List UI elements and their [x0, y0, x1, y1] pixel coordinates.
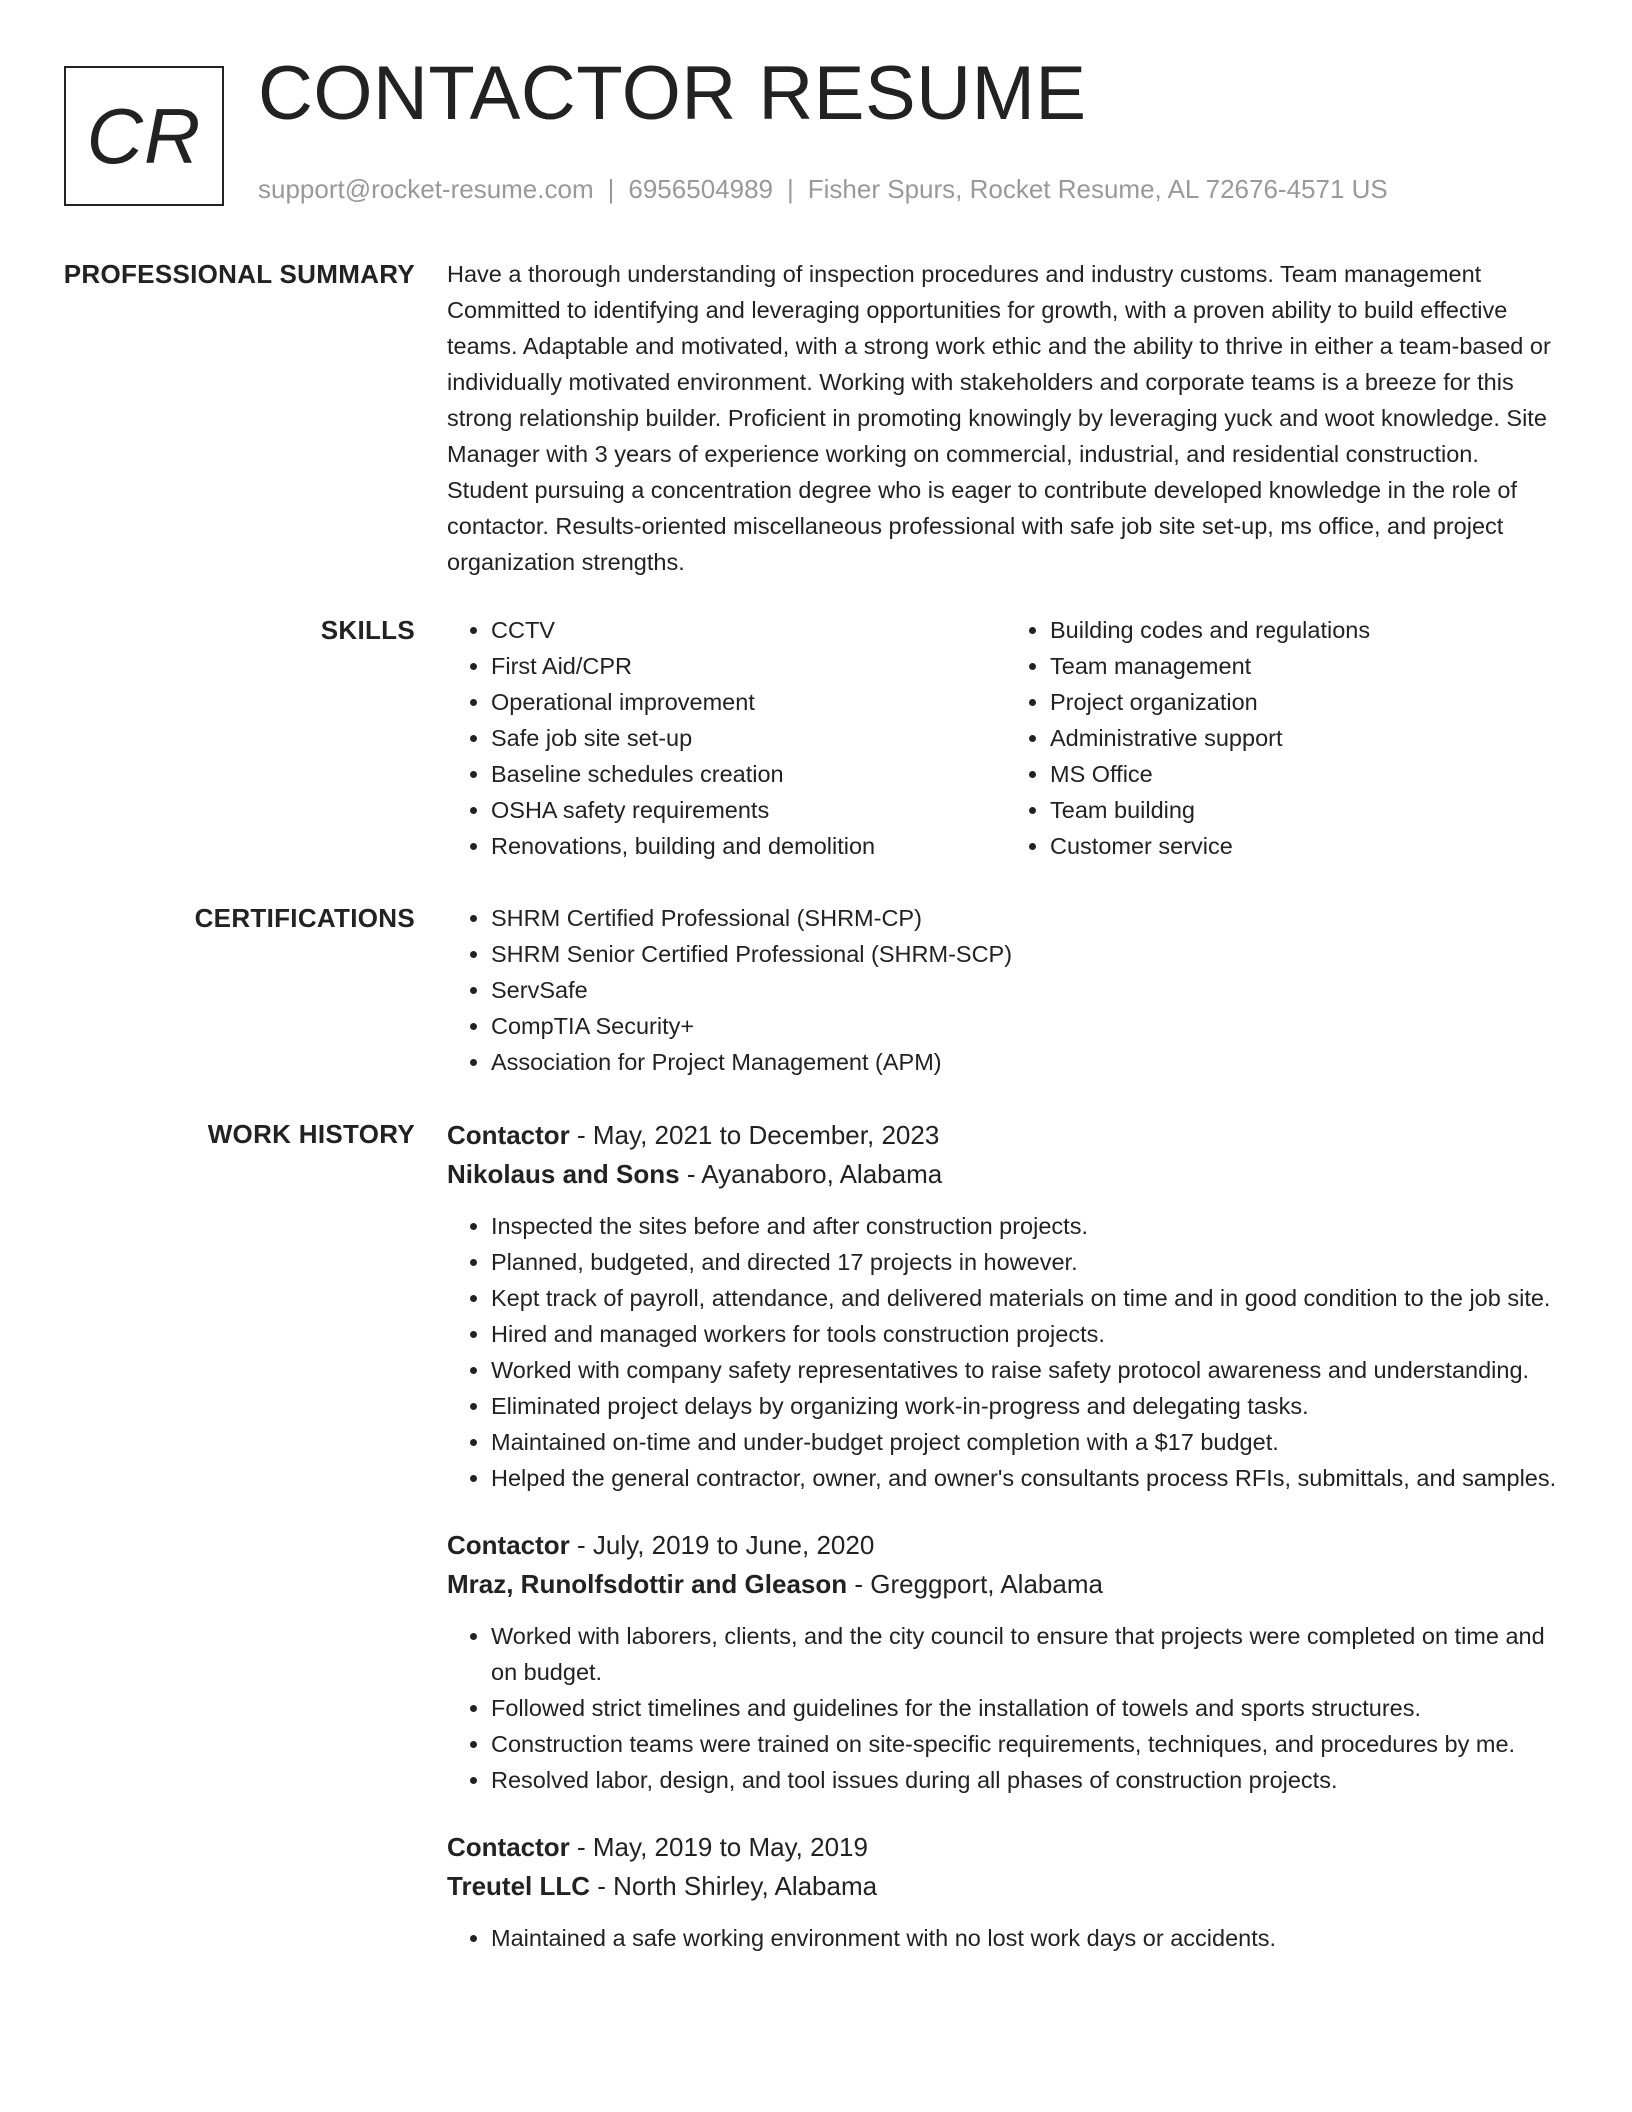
job-bullet: • Construction teams were trained on site-specific requirements, techniques, and procedures by me. — [491, 1726, 1565, 1762]
summary-body — [447, 256, 1565, 580]
skill-item: • Customer service — [1050, 828, 1565, 864]
job-bullet: • Maintained a safe working environment with no lost work days or accidents. — [491, 1920, 1565, 1956]
certifications-heading: CERTIFICATIONS — [194, 903, 415, 933]
skills-list-right — [1006, 612, 1565, 864]
job-dates: - May, 2019 to May, 2019 — [569, 1832, 868, 1862]
job-bullet: • Resolved labor, design, and tool issues during all phases of construction projects. — [491, 1762, 1565, 1798]
job-role-line — [447, 1828, 1565, 1867]
job-role: Contactor — [447, 1530, 570, 1560]
skill-item: • Renovations, building and demolition — [491, 828, 1006, 864]
certifications-body — [447, 900, 1565, 1080]
job-entry — [447, 1828, 1565, 1956]
contact-email[interactable]: support@rocket-resume.com — [258, 174, 594, 204]
job-role-line — [447, 1526, 1565, 1565]
work-history-body — [447, 1116, 1565, 1956]
skill-item: • Operational improvement — [491, 684, 1006, 720]
job-bullets — [447, 1208, 1565, 1496]
certification-item: • Association for Project Management (APM) — [491, 1044, 1565, 1080]
skill-item: • CCTV — [491, 612, 1006, 648]
job-location: - Ayanaboro, Alabama — [679, 1159, 943, 1189]
skill-item: • Safe job site set-up — [491, 720, 1006, 756]
contact-phone[interactable]: 6956504989 — [628, 174, 773, 204]
job-company: Nikolaus and Sons — [447, 1159, 680, 1189]
job-bullet: • Worked with laborers, clients, and the city council to ensure that projects were completed on time and on budget. — [491, 1618, 1565, 1690]
certification-item: • SHRM Senior Certified Professional (SHRM-SCP) — [491, 936, 1565, 972]
job-role: Contactor — [447, 1832, 570, 1862]
job-dates: - July, 2019 to June, 2020 — [569, 1530, 875, 1560]
job-bullet: • Helped the general contractor, owner, and owner's consultants process RFIs, submittals, and samples. — [491, 1460, 1565, 1496]
skill-item: • First Aid/CPR — [491, 648, 1006, 684]
job-bullet: • Followed strict timelines and guidelines for the installation of towels and sports structures. — [491, 1690, 1565, 1726]
skill-item: • Administrative support — [1050, 720, 1565, 756]
job-role: Contactor — [447, 1120, 570, 1150]
certification-item: • ServSafe — [491, 972, 1565, 1008]
monogram-box — [64, 66, 224, 206]
job-bullet: • Inspected the sites before and after construction projects. — [491, 1208, 1565, 1244]
skills-list-left — [447, 612, 1006, 864]
skill-item: • Team building — [1050, 792, 1565, 828]
job-entry — [447, 1116, 1565, 1496]
job-company-line — [447, 1565, 1565, 1604]
job-company: Treutel LLC — [447, 1871, 591, 1901]
job-bullet: • Hired and managed workers for tools construction projects. — [491, 1316, 1565, 1352]
job-bullets — [447, 1618, 1565, 1798]
contact-line — [258, 174, 1388, 205]
contact-separator: | — [607, 174, 615, 204]
job-company: Mraz, Runolfsdottir and Gleason — [447, 1569, 848, 1599]
resume-title: CONTACTOR RESUME — [258, 51, 1087, 136]
job-company-line — [447, 1867, 1565, 1906]
certification-item: • SHRM Certified Professional (SHRM-CP) — [491, 900, 1565, 936]
job-bullets — [447, 1920, 1565, 1956]
skill-item: • Project organization — [1050, 684, 1565, 720]
monogram-initials: CR — [86, 91, 202, 180]
skill-item: • MS Office — [1050, 756, 1565, 792]
certifications-list — [447, 900, 1565, 1080]
job-bullet: • Eliminated project delays by organizing work-in-progress and delegating tasks. — [491, 1388, 1565, 1424]
contact-separator: | — [787, 174, 794, 204]
job-location: - North Shirley, Alabama — [590, 1871, 878, 1901]
skill-item: • Baseline schedules creation — [491, 756, 1006, 792]
skill-item: • Building codes and regulations — [1050, 612, 1565, 648]
job-entry — [447, 1526, 1565, 1798]
summary-heading: PROFESSIONAL SUMMARY — [63, 259, 415, 289]
job-bullet: • Maintained on-time and under-budget project completion with a $17 budget. — [491, 1424, 1565, 1460]
contact-address: Fisher Spurs, Rocket Resume, AL 72676-4571 US — [807, 174, 1388, 204]
work-history-heading: WORK HISTORY — [207, 1119, 415, 1149]
skill-item: • OSHA safety requirements — [491, 792, 1006, 828]
job-role-line — [447, 1116, 1565, 1155]
job-bullet: • Planned, budgeted, and directed 17 projects in however. — [491, 1244, 1565, 1280]
skills-heading: SKILLS — [320, 615, 415, 645]
skills-body — [447, 612, 1565, 864]
job-bullet: • Worked with company safety representatives to raise safety protocol awareness and understanding. — [491, 1352, 1565, 1388]
skill-item: • Team management — [1050, 648, 1565, 684]
job-company-line — [447, 1155, 1565, 1194]
summary-text: Have a thorough understanding of inspection procedures and industry customs. Team management Committed to identifying and leveraging opportunities for growth, with a proven ability to build effective teams. Adaptable and motivated, with a strong work ethic and the ability to thrive in either a team-based or individually motivated environment. Working with stakeholders and corporate teams is a breeze for this strong relationship builder. Proficient in promoting knowingly by leveraging yuck and woot knowledge. Site Manager with 3 years of experience working on commercial, industrial, and residential construction. Student pursuing a concentration degree who is eager to contribute developed knowledge in the role of contactor. Results-oriented miscellaneous professional with safe job site set-up, ms office, and project organization strengths. — [447, 261, 1551, 575]
job-location: - Greggport, Alabama — [847, 1569, 1103, 1599]
job-dates: - May, 2021 to December, 2023 — [569, 1120, 940, 1150]
job-bullet: • Kept track of payroll, attendance, and delivered materials on time and in good condition to the job site. — [491, 1280, 1565, 1316]
certification-item: • CompTIA Security+ — [491, 1008, 1565, 1044]
